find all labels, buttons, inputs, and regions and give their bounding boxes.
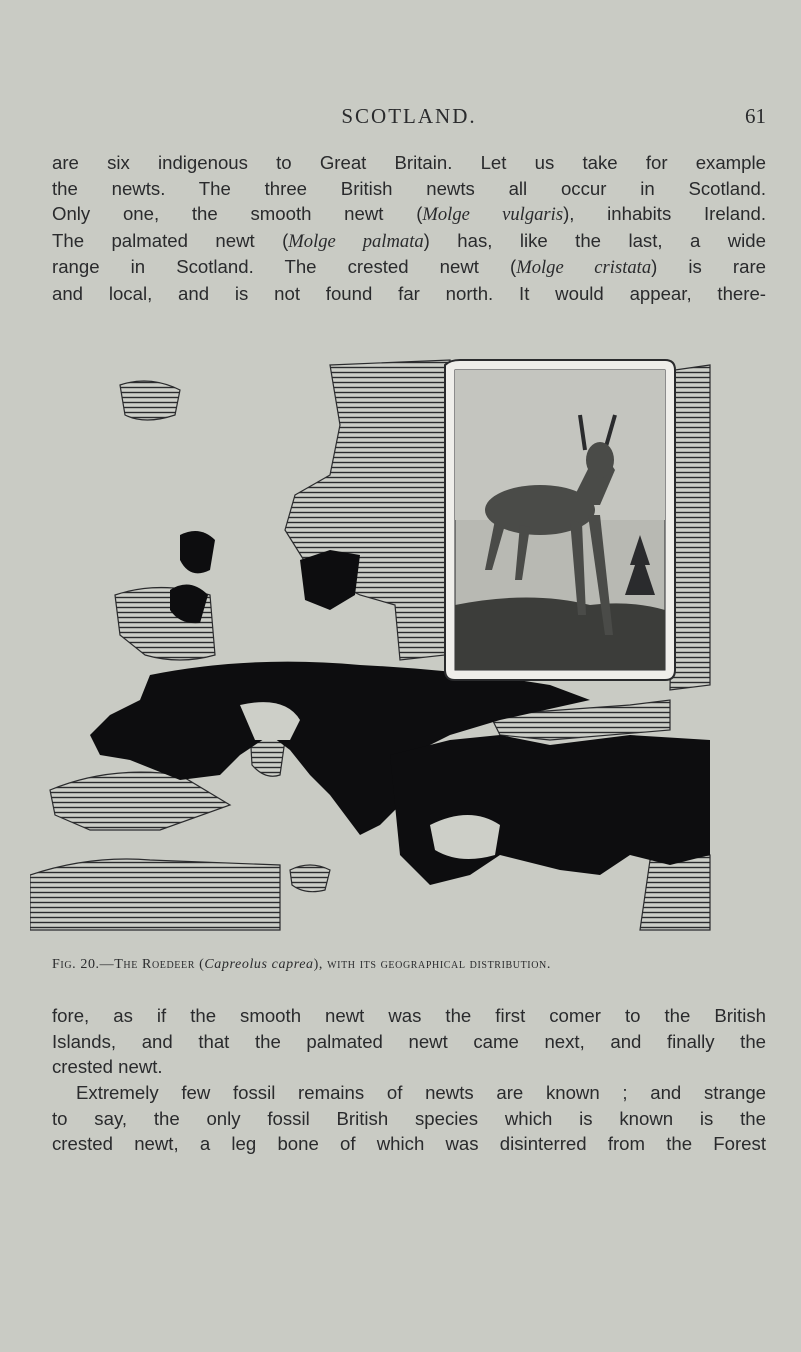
text-line: the newts. The three British newts all occur in Scotland. xyxy=(52,177,766,199)
species-name: Molge vulgaris xyxy=(422,204,564,225)
text-line: Only one, the smooth newt (Molge vulgaris), inhabits Ireland. xyxy=(52,203,766,225)
paragraph-top xyxy=(52,150,766,306)
distribution-map-figure xyxy=(30,355,720,940)
species-name: Molge cristata xyxy=(516,257,652,278)
paragraph-middle xyxy=(52,1003,766,1080)
text-line: to say, the only fossil British species which is known is the xyxy=(52,1107,766,1129)
text-line: crested newt, a leg bone of which was disinterred from the Forest xyxy=(52,1133,766,1154)
text-line: and local, and is not found far north. It would appear, there- xyxy=(52,282,766,304)
text-line: crested newt. xyxy=(52,1056,163,1077)
text-line: The palmated newt (Molge palmata) has, like the last, a wide xyxy=(52,229,766,252)
running-head xyxy=(52,104,766,134)
roedeer-engraving-inset xyxy=(445,360,675,680)
text-line: are six indigenous to Great Britain. Let us take for example xyxy=(52,152,766,173)
text-line: range in Scotland. The crested newt (Molge cristata) is rare xyxy=(52,256,766,278)
text-line: Extremely few fossil remains of newts are known ; and strange xyxy=(76,1082,766,1103)
species-name: Molge palmata xyxy=(288,230,424,252)
running-head-title: SCOTLAND. xyxy=(341,104,477,128)
text-line: Islands, and that the palmated newt came next, and finally the xyxy=(52,1030,766,1052)
figure-caption: Fig. 20.—The Roedeer (Capreolus caprea), with its geographical distribution. xyxy=(52,957,551,972)
page-number: 61 xyxy=(745,104,766,128)
species-name: Capreolus caprea xyxy=(204,957,314,972)
paragraph-bottom xyxy=(52,1080,766,1157)
text-line: fore, as if the smooth newt was the first comer to the British xyxy=(52,1005,766,1026)
